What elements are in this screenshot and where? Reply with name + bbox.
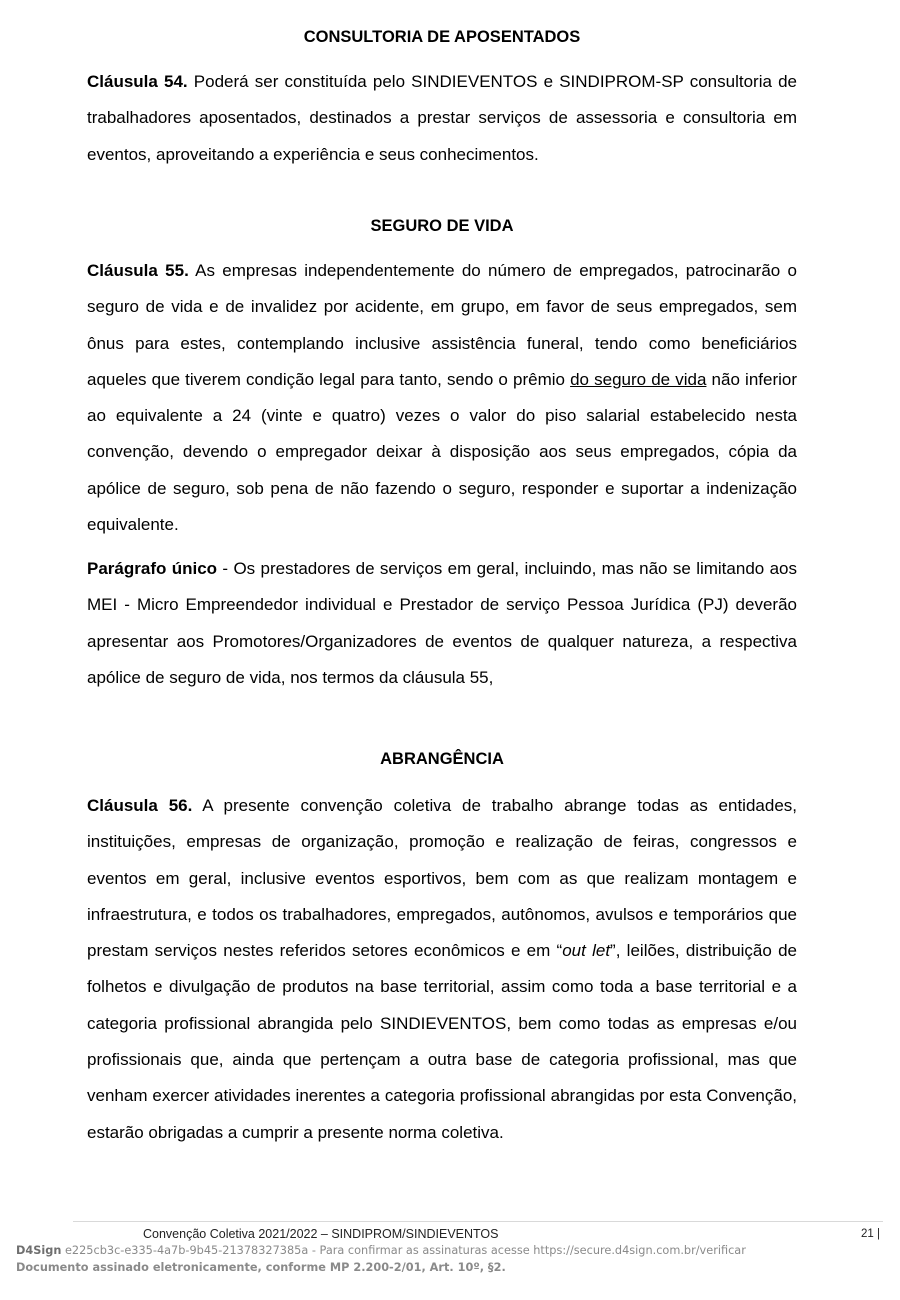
clause-56-text-after: ”, leilões, distribuição de folhetos e divulgação de produtos na base territorial, assim como toda a base territorial e a categoria profissional abrangida pelo SINDIEVENTOS, bem como todas as empresas e/ou profissionais que, ainda que pertençam a outra base de categoria profissional, mas que venham exercer atividades inerentes a categoria profissional abrangidas por esta Convenção, estarão obrigadas a cumprir a presente norma coletiva. bbox=[87, 941, 798, 1142]
paragrafo-unico-text: - Os prestadores de serviços em geral, incluindo, mas não se limitando aos MEI - Micro Empreendedor individual e Prestador de serviço Pessoa Jurídica (PJ) deverão apresentar aos Promotores/Organizadores de eventos de qualquer natureza, a respectiva apólice de seguro de vida, nos termos da cláusula 55, bbox=[87, 559, 797, 687]
footer-title: Convenção Coletiva 2021/2022 – SINDIPROM/SINDIEVENTOS bbox=[143, 1227, 499, 1241]
clause-55-text-after: não inferior ao equivalente a 24 (vinte e quatro) vezes o valor do piso salarial estabelecido nesta convenção, devendo o empregador deixar à disposição aos seus empregados, cópia da apólice de seguro, sob pena de não fazendo o seguro, responder e suportar a indenização equivalente. bbox=[87, 369, 798, 535]
clause-54 bbox=[87, 64, 797, 173]
page-number: 21 | bbox=[861, 1228, 880, 1240]
signature-line-2: Documento assinado eletronicamente, conforme MP 2.200-2/01, Art. 10º, §2. bbox=[16, 1261, 506, 1274]
clause-55-text-before: As empresas independentemente do número de empregados, patrocinarão o seguro de vida e de invalidez por acidente, em grupo, em favor de seus empregados, sem ônus para estes, contemplando inclusive assistência funeral, tendo como beneficiários aqueles que tiverem condição legal para tanto, sendo o prêmio bbox=[87, 261, 797, 389]
clause-56 bbox=[87, 788, 797, 1151]
clause-56-label: Cláusula 56. bbox=[87, 796, 193, 815]
clause-54-text: Poderá ser constituída pelo SINDIEVENTOS e SINDIPROM-SP consultoria de trabalhadores aposentados, destinados a prestar serviços de assessoria e consultoria em eventos, aproveitando a experiência e seus conhecimentos. bbox=[87, 72, 797, 164]
clause-56-text-before: A presente convenção coletiva de trabalho abrange todas as entidades, instituições, empresas de organização, promoção e realização de feiras, congressos e eventos em geral, inclusive eventos esportivos, bem com as que realizam montagem e infraestrutura, e todos os trabalhadores, empregados, autônomos, avulsos e temporários que prestam serviços nestes referidos setores econômicos e em “ bbox=[87, 796, 797, 961]
signature-brand: D4Sign bbox=[16, 1244, 62, 1257]
clause-55-label: Cláusula 55. bbox=[87, 261, 189, 280]
signature-line-1 bbox=[16, 1244, 746, 1257]
clause-54-label: Cláusula 54. bbox=[87, 72, 188, 91]
section-heading-seguro: SEGURO DE VIDA bbox=[370, 217, 514, 235]
paragrafo-unico bbox=[87, 551, 797, 696]
clause-56-italic: out let bbox=[562, 941, 611, 961]
clause-55-underlined: do seguro de vida bbox=[570, 369, 707, 389]
paragrafo-unico-label: Parágrafo único bbox=[87, 559, 218, 578]
section-heading-abrangencia: ABRANGÊNCIA bbox=[380, 750, 504, 768]
clause-55 bbox=[87, 253, 797, 543]
footer-divider bbox=[73, 1221, 883, 1222]
signature-verification-text: e225cb3c-e335-4a7b-9b45-21378327385a - Para confirmar as assinaturas acesse https://secure.d4sign.com.br/verificar bbox=[61, 1244, 746, 1257]
section-heading-consultoria: CONSULTORIA DE APOSENTADOS bbox=[303, 28, 581, 46]
